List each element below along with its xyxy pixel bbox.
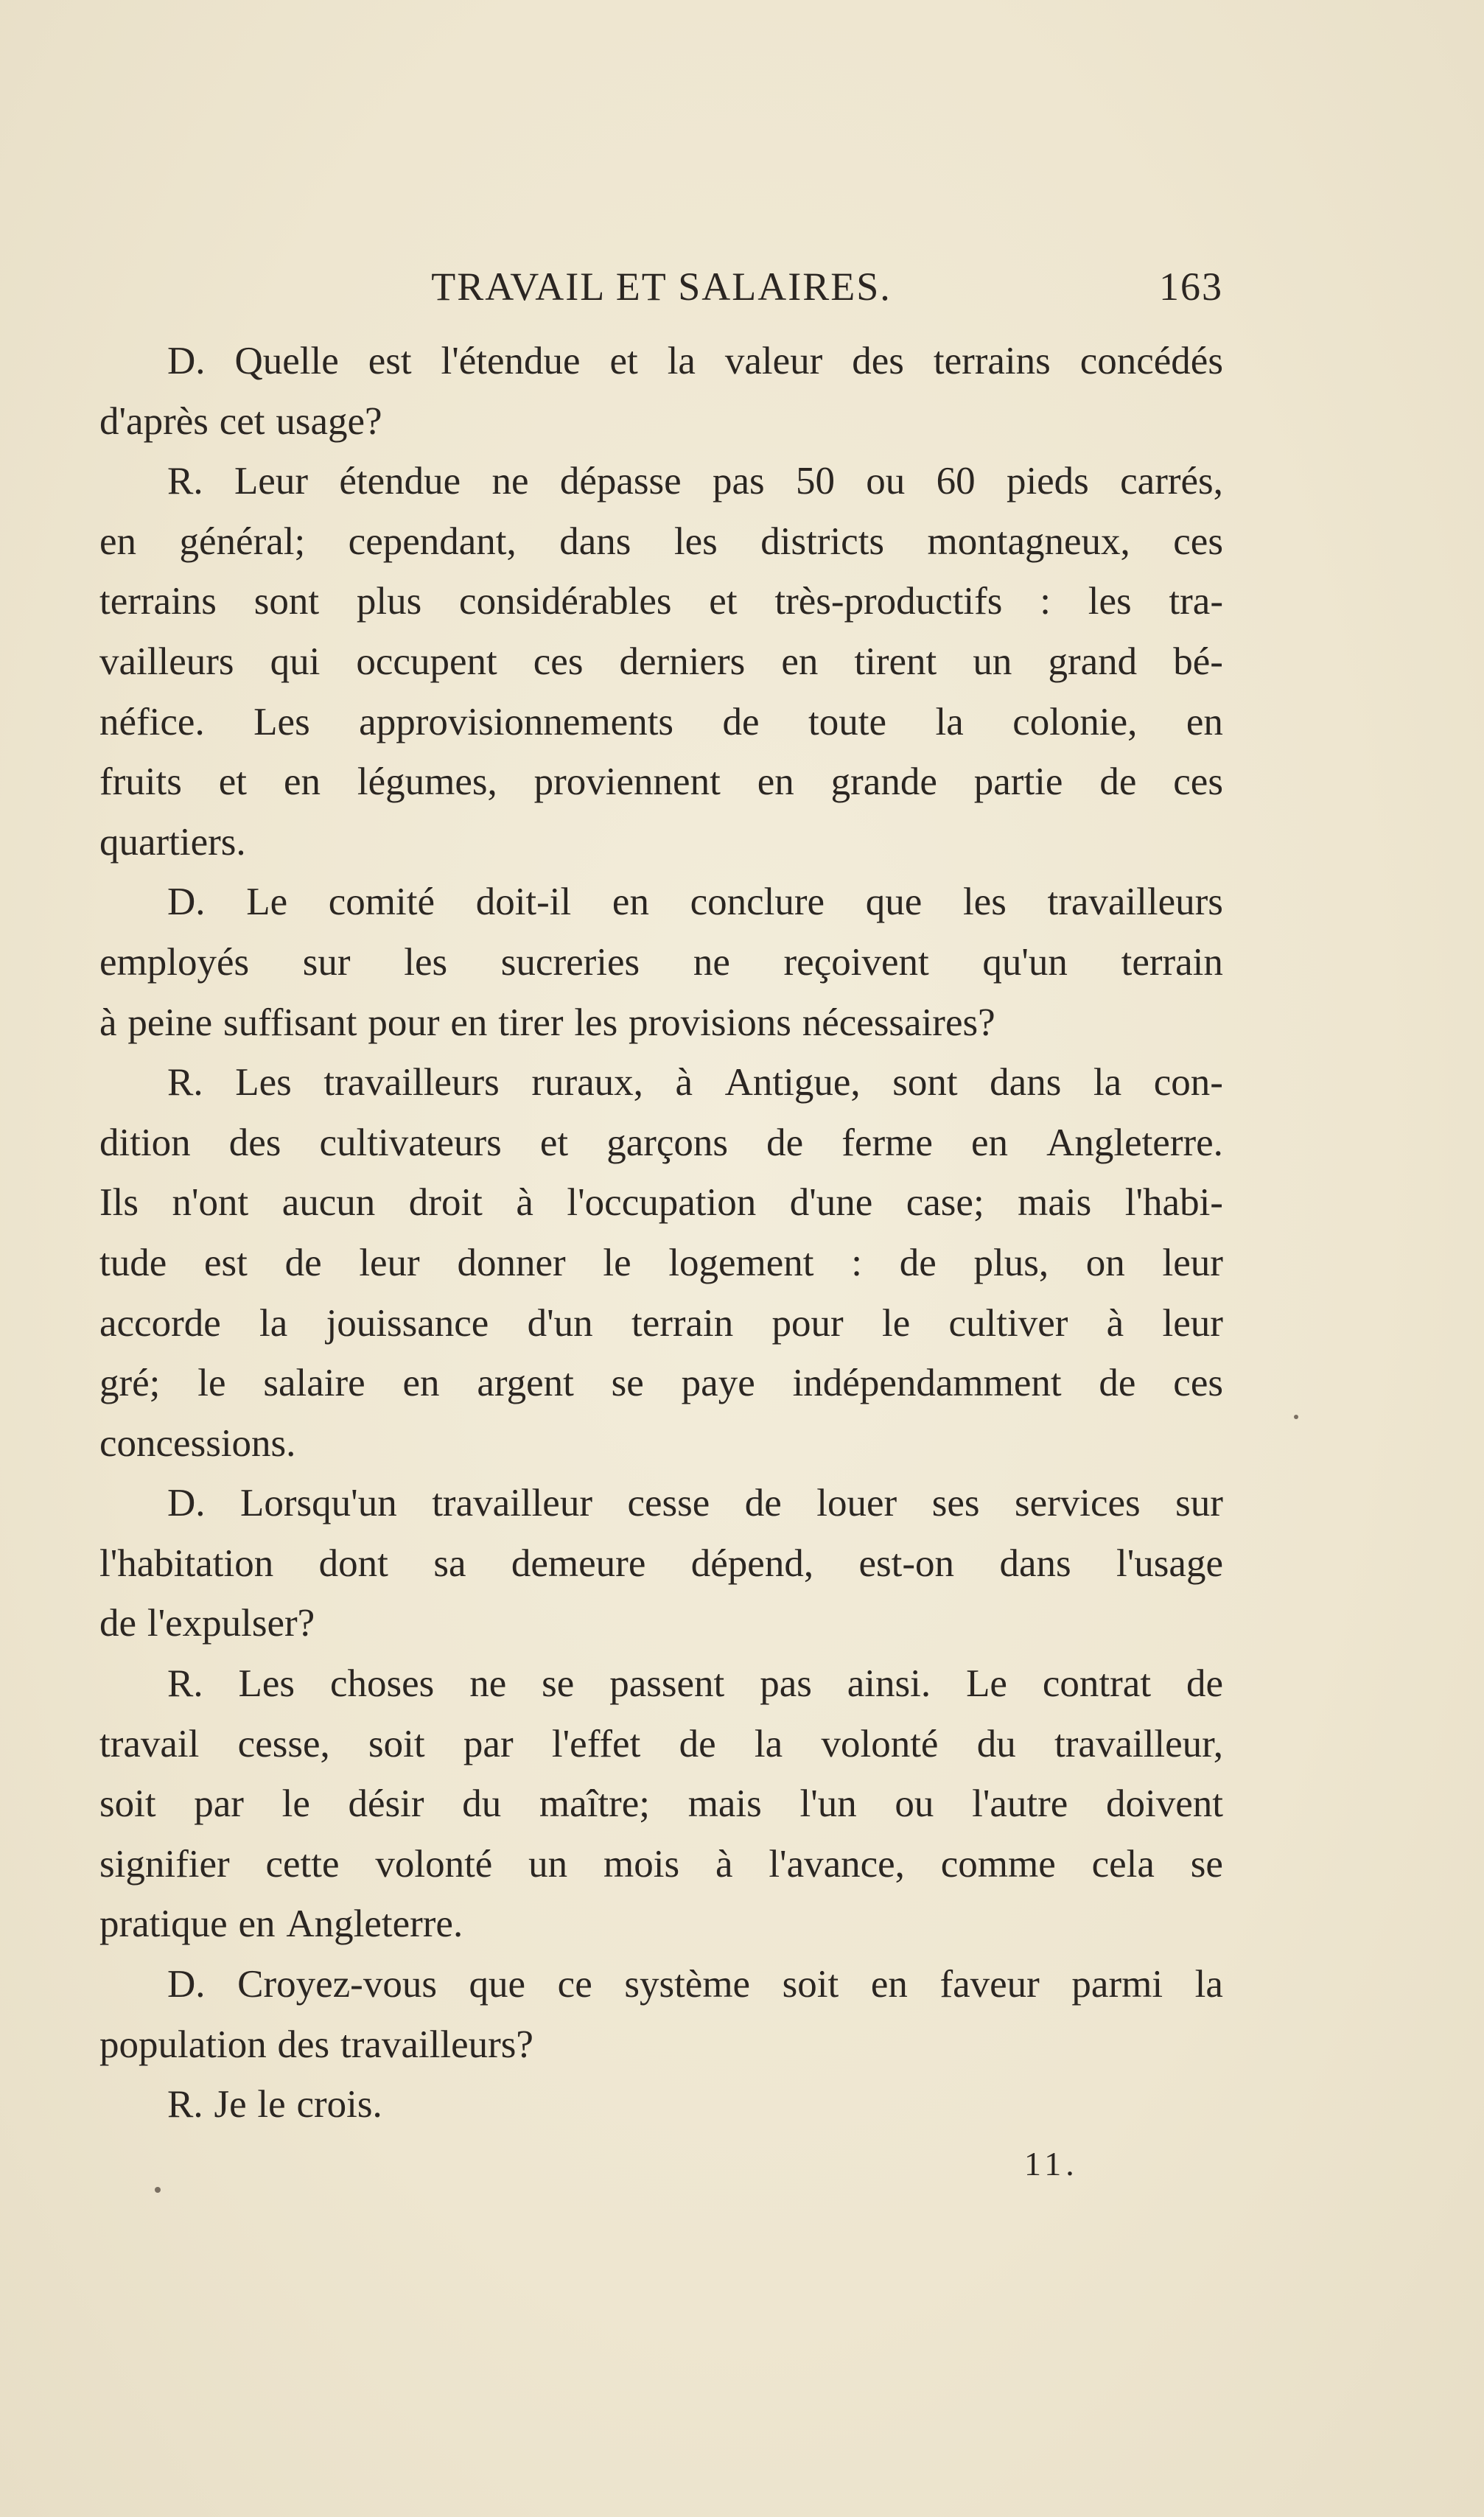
word: l'habitation [99, 1541, 274, 1585]
word: Angleterre. [286, 1902, 463, 1946]
word: travail [99, 1722, 200, 1765]
word: mois [603, 1842, 680, 1886]
word: par [463, 1722, 514, 1765]
text-line [99, 512, 1223, 573]
text-line [99, 993, 1223, 1054]
word: dépasse [559, 460, 682, 503]
text-line [99, 1594, 1223, 1654]
word: pieds [1006, 460, 1089, 503]
word: sa [433, 1541, 466, 1585]
word: considérables [459, 580, 672, 623]
word: du [976, 1722, 1016, 1765]
word: est [368, 340, 412, 382]
word: parmi [1071, 1963, 1163, 2006]
word: la [259, 1301, 288, 1345]
word: tirer [498, 1001, 564, 1044]
word: terrains [933, 340, 1051, 382]
word: pas [760, 1662, 812, 1706]
text-line [99, 332, 1223, 392]
text-line [99, 1654, 1223, 1715]
running-header [99, 264, 1223, 323]
word: en [1186, 700, 1223, 743]
word: terrain [631, 1301, 734, 1345]
word: comité [328, 881, 435, 924]
word: travailleurs [323, 1061, 500, 1105]
word: qui [270, 640, 321, 683]
word: de [99, 1602, 137, 1645]
word: ruraux, [531, 1061, 643, 1105]
word: ou [895, 1782, 934, 1826]
word: à [516, 1181, 533, 1225]
word: R. [167, 460, 203, 503]
word: l'expulser? [147, 1602, 315, 1645]
word: on [1085, 1241, 1125, 1284]
word: maître; [539, 1782, 651, 1826]
word: fruits [99, 760, 182, 804]
word: peine [127, 1001, 213, 1044]
text-line [99, 1053, 1223, 1113]
word: aucun [281, 1181, 376, 1225]
word: bé- [1173, 640, 1223, 683]
word: salaire [263, 1362, 365, 1405]
text-line [99, 1894, 1223, 1955]
word: nécessaires? [802, 1001, 995, 1044]
word: Le [966, 1662, 1007, 1706]
word: cependant, [348, 519, 517, 563]
text-line [99, 752, 1223, 813]
word: des [277, 2023, 330, 2066]
word: D. [167, 1482, 206, 1525]
word: R. [167, 1662, 203, 1706]
text-line [99, 693, 1223, 753]
word: ferme [841, 1121, 933, 1164]
word: quartiers. [99, 820, 246, 864]
word: choses [329, 1662, 435, 1706]
word: dans [559, 519, 631, 563]
word: l'occupation [567, 1181, 757, 1225]
word: à [1106, 1301, 1124, 1345]
word: soit [782, 1963, 839, 2006]
word: très-productifs [774, 580, 1003, 623]
word: partie [973, 760, 1063, 804]
word: tirent [854, 640, 937, 683]
word: pour [771, 1301, 844, 1345]
word: suffisant [223, 1001, 357, 1044]
text-line [99, 1354, 1223, 1414]
word: Croyez-vous [237, 1963, 437, 2006]
text-line [99, 572, 1223, 632]
word: le [257, 2083, 286, 2126]
word: pas [712, 460, 765, 503]
word: travailleurs [1047, 881, 1223, 924]
word: l'étendue [441, 340, 581, 382]
word: le [603, 1241, 631, 1284]
word: d'un [527, 1301, 593, 1345]
word: d'après [99, 399, 209, 443]
word: : [851, 1241, 862, 1284]
running-title: TRAVAIL ET SALAIRES. [431, 265, 892, 309]
word: population [99, 2023, 267, 2066]
word: occupent [356, 640, 497, 683]
word: louer [816, 1482, 897, 1525]
word: passent [609, 1662, 725, 1706]
word: de [284, 1241, 322, 1284]
ink-speck [1294, 1415, 1298, 1419]
word: R. [167, 2083, 203, 2126]
word: carrés, [1120, 460, 1223, 503]
word: R. [167, 1061, 203, 1105]
word: usage? [276, 399, 382, 443]
word: n'ont [172, 1181, 249, 1225]
text-line [99, 1173, 1223, 1233]
word: de [722, 700, 760, 743]
text-line [99, 933, 1223, 993]
word: les [962, 881, 1007, 924]
word: la [754, 1722, 783, 1765]
word: et [218, 760, 248, 804]
text-line [99, 1835, 1223, 1895]
text-line [99, 872, 1223, 933]
word: derniers [619, 640, 746, 683]
word: concessions. [99, 1421, 296, 1465]
word: comme [940, 1842, 1056, 1886]
word: l'effet [551, 1722, 641, 1765]
word: donner [457, 1241, 566, 1284]
word: indépendamment [792, 1362, 1062, 1405]
word: dépend, [690, 1541, 814, 1585]
word: valeur [724, 340, 823, 382]
word: tra- [1169, 580, 1223, 623]
word: l'habi- [1124, 1181, 1223, 1225]
word: l'un [799, 1782, 857, 1826]
word: les [404, 940, 448, 984]
word: la [1194, 1963, 1223, 2006]
page-number: 163 [1159, 265, 1223, 309]
word: ces [1173, 519, 1223, 563]
word: montagneux, [927, 519, 1130, 563]
word: en [450, 1001, 488, 1044]
word: Antigue, [724, 1061, 861, 1105]
word: en [283, 760, 321, 804]
word: plus, [973, 1241, 1049, 1284]
word: cesse [627, 1482, 710, 1525]
word: volonté [375, 1842, 493, 1886]
word: le [281, 1782, 310, 1826]
word: accorde [99, 1301, 221, 1345]
word: cet [219, 399, 265, 443]
word: 60 [936, 460, 976, 503]
text-line [99, 1113, 1223, 1174]
word: à [675, 1061, 693, 1105]
word: toute [808, 700, 886, 743]
word: sont [892, 1061, 958, 1105]
word: districts [760, 519, 885, 563]
word: leur [359, 1241, 420, 1284]
word: Leur [234, 460, 308, 503]
word: Les [235, 1061, 292, 1105]
text-line [99, 1474, 1223, 1534]
word: de [1099, 1362, 1136, 1405]
word: et [609, 340, 638, 382]
word: un [528, 1842, 568, 1886]
word: en [870, 1963, 908, 2006]
word: proviennent [533, 760, 721, 804]
word: services [1014, 1482, 1141, 1525]
word: sucreries [500, 940, 640, 984]
ink-speck [155, 2187, 161, 2193]
word: travailleur [432, 1482, 592, 1525]
word: les [574, 1001, 618, 1044]
word: : [1040, 580, 1051, 623]
word: concédés [1079, 340, 1223, 382]
word: Je [214, 2083, 247, 2126]
word: ne [491, 460, 529, 503]
text-line [99, 1414, 1223, 1474]
word: vailleurs [99, 640, 234, 683]
word: mais [1018, 1181, 1092, 1225]
word: ces [1173, 1362, 1223, 1405]
word: des [852, 340, 904, 382]
word: dans [999, 1541, 1071, 1585]
word: travailleurs? [340, 2023, 533, 2066]
word: case; [906, 1181, 984, 1225]
word: Le [246, 881, 288, 924]
word: garçons [606, 1121, 729, 1164]
word: la [1093, 1061, 1122, 1105]
word: de [679, 1722, 716, 1765]
word: soit [99, 1782, 156, 1826]
word: l'autre [972, 1782, 1068, 1826]
word: ses [931, 1482, 980, 1525]
word: sont [253, 580, 320, 623]
word: paye [681, 1362, 755, 1405]
word: se [1190, 1842, 1223, 1886]
word: dition [99, 1121, 191, 1164]
word: gré; [99, 1362, 161, 1405]
word: signifier [99, 1842, 230, 1886]
word: 50 [795, 460, 835, 503]
word: les [673, 519, 718, 563]
word: plus [356, 580, 422, 623]
word: légumes, [357, 760, 497, 804]
word: tude [99, 1241, 167, 1284]
word: argent [477, 1362, 574, 1405]
word: néfice. [99, 700, 205, 743]
word: terrains [99, 580, 217, 623]
word: que [469, 1963, 526, 2006]
word: Quelle [234, 340, 339, 382]
word: en [781, 640, 819, 683]
word: demeure [511, 1541, 646, 1585]
word: pour [368, 1001, 440, 1044]
word: reçoivent [783, 940, 929, 984]
word: soit [368, 1722, 425, 1765]
word: de [1186, 1662, 1223, 1706]
body-text [99, 332, 1223, 2135]
word: en [757, 760, 794, 804]
word: en [99, 519, 137, 563]
word: travailleur, [1054, 1722, 1223, 1765]
word: et [709, 580, 738, 623]
word: employés [99, 940, 250, 984]
word: à [99, 1001, 117, 1044]
word: général; [179, 519, 306, 563]
word: ce [557, 1963, 592, 2006]
word: désir [348, 1782, 424, 1826]
text-line [99, 2075, 1223, 2135]
text-line [99, 632, 1223, 693]
word: en [970, 1121, 1008, 1164]
word: doit-il [475, 881, 572, 924]
word: droit [408, 1181, 483, 1225]
word: Lorsqu'un [240, 1482, 397, 1525]
word: logement [668, 1241, 814, 1284]
word: conclure [690, 881, 825, 924]
word: la [935, 700, 964, 743]
word: Les [238, 1662, 295, 1706]
word: cultiver [948, 1301, 1068, 1345]
word: doivent [1105, 1782, 1223, 1826]
word: de [1099, 760, 1137, 804]
word: ou [866, 460, 906, 503]
word: d'une [789, 1181, 873, 1225]
text-line [99, 2015, 1223, 2076]
word: ne [469, 1662, 507, 1706]
word: approvisionnements [359, 700, 674, 743]
word: leur [1162, 1301, 1223, 1345]
word: provisions [629, 1001, 791, 1044]
word: crois. [296, 2083, 382, 2126]
word: D. [167, 1963, 206, 2006]
word: Ils [99, 1181, 139, 1225]
word: ces [1173, 760, 1223, 804]
word: l'usage [1116, 1541, 1223, 1585]
word: ne [693, 940, 730, 984]
word: pratique [99, 1902, 228, 1946]
text-line [99, 813, 1223, 873]
word: Angleterre. [1046, 1121, 1223, 1164]
word: est-on [858, 1541, 955, 1585]
word: volonté [821, 1722, 939, 1765]
word: D. [167, 881, 206, 924]
word: con- [1153, 1061, 1223, 1105]
word: grande [830, 760, 937, 804]
word: se [611, 1362, 644, 1405]
word: les [1088, 580, 1132, 623]
word: est [203, 1241, 248, 1284]
text-line [99, 1715, 1223, 1775]
word: sur [302, 940, 351, 984]
word: cultivateurs [319, 1121, 502, 1164]
text-line [99, 1955, 1223, 2015]
word: de [744, 1482, 782, 1525]
word: du [462, 1782, 502, 1826]
word: système [624, 1963, 751, 2006]
text-line [99, 452, 1223, 512]
word: étendue [339, 460, 461, 503]
word: dans [990, 1061, 1062, 1105]
word: le [197, 1362, 226, 1405]
word: la [667, 340, 696, 382]
word: cela [1091, 1842, 1155, 1886]
word: D. [167, 340, 206, 382]
word: dont [318, 1541, 388, 1585]
text-line [99, 1294, 1223, 1354]
text-line [99, 1534, 1223, 1594]
word: à [715, 1842, 733, 1886]
word: l'avance, [769, 1842, 905, 1886]
text-line [99, 1774, 1223, 1835]
word: grand [1048, 640, 1138, 683]
word: contrat [1042, 1662, 1152, 1706]
word: un [973, 640, 1012, 683]
word: leur [1162, 1241, 1223, 1284]
word: que [865, 881, 923, 924]
word: mais [687, 1782, 762, 1826]
word: terrain [1121, 940, 1223, 984]
word: Les [253, 700, 310, 743]
signature-mark: 11. [1024, 2145, 1079, 2182]
text-line [99, 392, 1223, 452]
word: le [881, 1301, 911, 1345]
word: se [542, 1662, 575, 1706]
word: des [228, 1121, 281, 1164]
word: et [539, 1121, 569, 1164]
text-line [99, 1233, 1223, 1294]
word: faveur [939, 1963, 1040, 2006]
word: sur [1175, 1482, 1223, 1525]
word: de [766, 1121, 804, 1164]
word: cette [265, 1842, 340, 1886]
word: colonie, [1012, 700, 1138, 743]
word: par [194, 1782, 244, 1826]
word: en [612, 881, 649, 924]
word: ainsi. [847, 1662, 931, 1706]
word: en [402, 1362, 440, 1405]
word: cesse, [237, 1722, 330, 1765]
word: de [899, 1241, 937, 1284]
word: ces [533, 640, 584, 683]
word: en [238, 1902, 276, 1946]
word: qu'un [982, 940, 1068, 984]
word: jouissance [326, 1301, 489, 1345]
